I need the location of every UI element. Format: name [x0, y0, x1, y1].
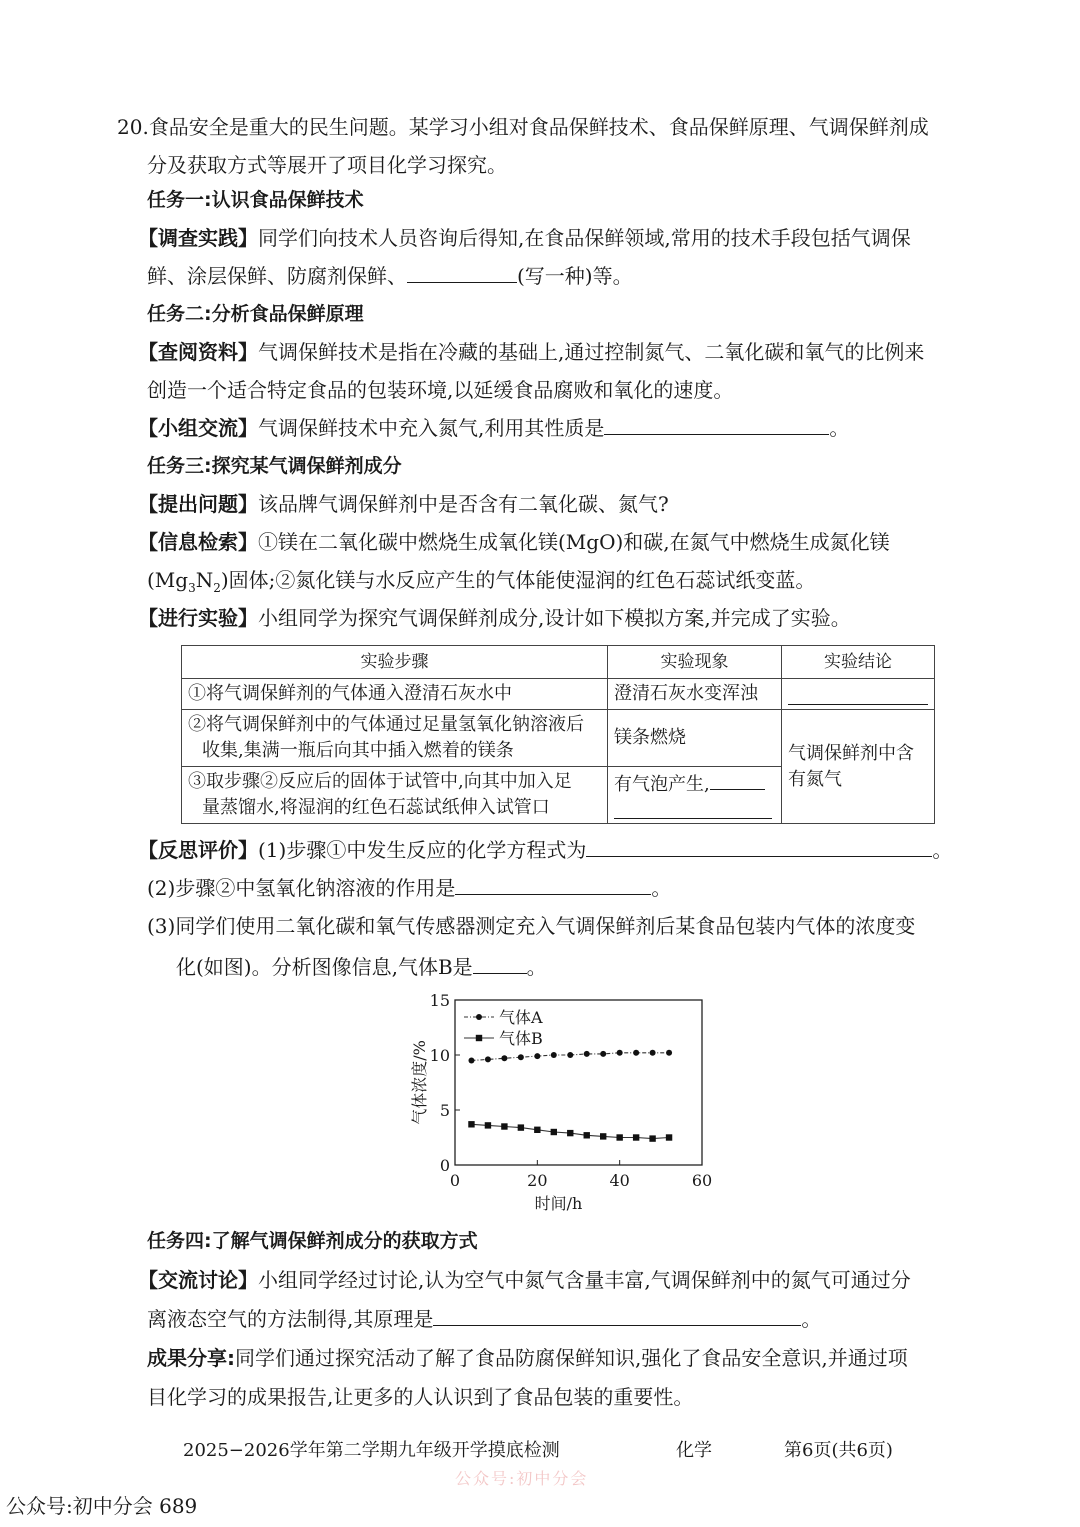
data-point: [650, 1050, 656, 1056]
x-axis-label: 时间/h: [534, 1194, 583, 1213]
watermark: 公众号:初中分会: [455, 1469, 589, 1488]
table-cell: 镁条燃烧: [608, 710, 782, 767]
task3-experiment: 【进行实验】小组同学为探究气调保鲜剂成分,设计如下模拟方案,并完成了实验。: [138, 606, 851, 630]
legend-marker: [476, 1014, 482, 1020]
data-point: [468, 1121, 474, 1127]
task1-line2: 鲜、涂层保鲜、防腐剂保鲜、 (写一种)等。: [147, 264, 633, 288]
y-tick-label: 10: [429, 1046, 450, 1065]
answer-blank[interactable]: [788, 684, 928, 705]
data-point: [518, 1054, 524, 1060]
data-point: [649, 1135, 655, 1141]
data-point: [617, 1050, 623, 1056]
task4-title: 任务四:了解气调保鲜剂成分的获取方式: [147, 1230, 478, 1252]
table-cell: 有气泡产生,: [608, 767, 782, 824]
plot-frame: [455, 1000, 702, 1165]
reflection-q3-line1: (3)同学们使用二氧化碳和氧气传感器测定充入气调保鲜剂后某食品包装内气体的浓度变: [147, 914, 916, 938]
task3-question: 【提出问题】该品牌气调保鲜剂中是否含有二氧化碳、氮气?: [138, 492, 669, 516]
table-row: [182, 679, 935, 710]
data-point: [534, 1127, 540, 1133]
task2-ref-line2: 创造一个适合特定食品的包装环境,以延缓食品腐败和氧化的速度。: [147, 378, 734, 402]
data-point: [485, 1122, 491, 1128]
data-point: [534, 1053, 540, 1059]
answer-blank[interactable]: [604, 414, 829, 435]
data-point: [633, 1050, 639, 1056]
table-header: 实验现象: [608, 646, 782, 679]
answer-blank[interactable]: [433, 1305, 801, 1326]
data-point: [600, 1133, 606, 1139]
question-intro-line1: 20.食品安全是重大的民生问题。某学习小组对食品保鲜技术、食品保鲜原理、气调保鲜剂成: [117, 115, 929, 139]
reflection-q1: 【反思评价】(1)步骤①中发生反应的化学方程式为 。: [138, 838, 953, 862]
data-point: [666, 1134, 672, 1140]
answer-blank[interactable]: [710, 773, 765, 790]
data-point: [600, 1051, 606, 1057]
data-point: [501, 1055, 507, 1061]
legend-label: 气体A: [499, 1008, 543, 1027]
y-tick-label: 0: [439, 1156, 450, 1175]
publisher-label: 公众号:初中分会 689: [6, 1494, 198, 1518]
table-row: [182, 710, 935, 767]
answer-blank[interactable]: [455, 874, 651, 895]
data-point: [616, 1134, 622, 1140]
answer-blank[interactable]: [473, 953, 527, 974]
footer-page-number: 第6页(共6页): [784, 1440, 893, 1461]
data-point: [666, 1050, 672, 1056]
y-axis-label: 气体浓度/%: [410, 1040, 429, 1125]
y-tick-label: 5: [439, 1101, 450, 1120]
footer-subject: 化学: [676, 1440, 712, 1461]
gas-concentration-chart: [395, 990, 725, 1220]
data-point: [567, 1130, 573, 1136]
task1-line1: 【调查实践】同学们向技术人员咨询后得知,在食品保鲜领域,常用的技术手段包括气调保: [138, 226, 911, 250]
task2-discuss: 【小组交流】气调保鲜技术中充入氮气,利用其性质是 。: [138, 416, 850, 440]
question-number: 20.: [117, 115, 149, 139]
result-line2: 目化学习的成果报告,让更多的人认识到了食品包装的重要性。: [147, 1385, 694, 1409]
task2-ref-line1: 【查阅资料】气调保鲜技术是指在冷藏的基础上,通过控制氮气、二氧化碳和氧气的比例来: [138, 340, 925, 364]
table-cell: ③取步骤②反应后的固体于试管中,向其中加入足 量蒸馏水,将湿润的红色石蕊试纸伸入试管口: [182, 767, 608, 824]
footer-exam-title: 2025−2026学年第二学期九年级开学摸底检测: [183, 1440, 560, 1461]
x-tick-label: 20: [527, 1171, 548, 1190]
data-point: [551, 1052, 557, 1058]
task3-info-line2: $(Mg_3N_2)$固体;②氮化镁与水反应产生的气体能使湿润的红色石蕊试纸变蓝。: [147, 568, 816, 595]
data-point: [518, 1124, 524, 1130]
data-point: [551, 1129, 557, 1135]
answer-blank[interactable]: [407, 262, 517, 283]
table-header: 实验步骤: [182, 646, 608, 679]
table-cell: 澄清石灰水变浑浊: [608, 679, 782, 710]
answer-blank[interactable]: [586, 836, 932, 857]
legend-marker: [476, 1035, 482, 1041]
task3-info-line1: 【信息检索】①镁在二氧化碳中燃烧生成氧化镁(MgO)和碳,在氮气中燃烧生成氮化镁: [138, 530, 890, 554]
data-point: [584, 1051, 590, 1057]
table-cell: ①将气调保鲜剂的气体通入澄清石灰水中: [182, 679, 608, 710]
x-tick-label: 60: [691, 1171, 713, 1190]
data-point: [567, 1052, 573, 1058]
table-header: 实验结论: [781, 646, 934, 679]
reflection-q2: (2)步骤②中氢氧化钠溶液的作用是 。: [147, 876, 672, 900]
data-point: [584, 1132, 590, 1138]
table-cell: [781, 679, 934, 710]
table-cell: 气调保鲜剂中含 有氮气: [781, 710, 934, 824]
table-cell: ②将气调保鲜剂中的气体通过足量氢氧化钠溶液后 收集,集满一瓶后向其中插入燃着的镁条: [182, 710, 608, 767]
data-point: [501, 1123, 507, 1129]
reflection-q3-line2: 化(如图)。分析图像信息,气体B是 。: [176, 955, 547, 979]
task1-title: 任务一:认识食品保鲜技术: [147, 189, 364, 211]
x-tick-label: 40: [609, 1171, 630, 1190]
task4-line2: 离液态空气的方法制得,其原理是 。: [147, 1307, 822, 1331]
y-tick-label: 15: [429, 991, 450, 1010]
result-line1: 成果分享:同学们通过探究活动了解了食品防腐保鲜知识,强化了食品安全意识,并通过项: [147, 1346, 908, 1370]
answer-blank[interactable]: [614, 798, 772, 819]
x-tick-label: 0: [449, 1171, 461, 1190]
data-point: [485, 1056, 491, 1062]
question-intro-line2: 分及获取方式等展开了项目化学习探究。: [147, 153, 507, 177]
experiment-table: [181, 645, 935, 824]
task4-line1: 【交流讨论】小组同学经过讨论,认为空气中氮气含量丰富,气调保鲜剂中的氮气可通过分: [138, 1268, 911, 1292]
data-point: [468, 1058, 474, 1064]
task2-title: 任务二:分析食品保鲜原理: [147, 303, 364, 325]
data-point: [633, 1134, 639, 1140]
task3-title: 任务三:探究某气调保鲜剂成分: [147, 455, 402, 477]
legend-label: 气体B: [499, 1029, 543, 1048]
